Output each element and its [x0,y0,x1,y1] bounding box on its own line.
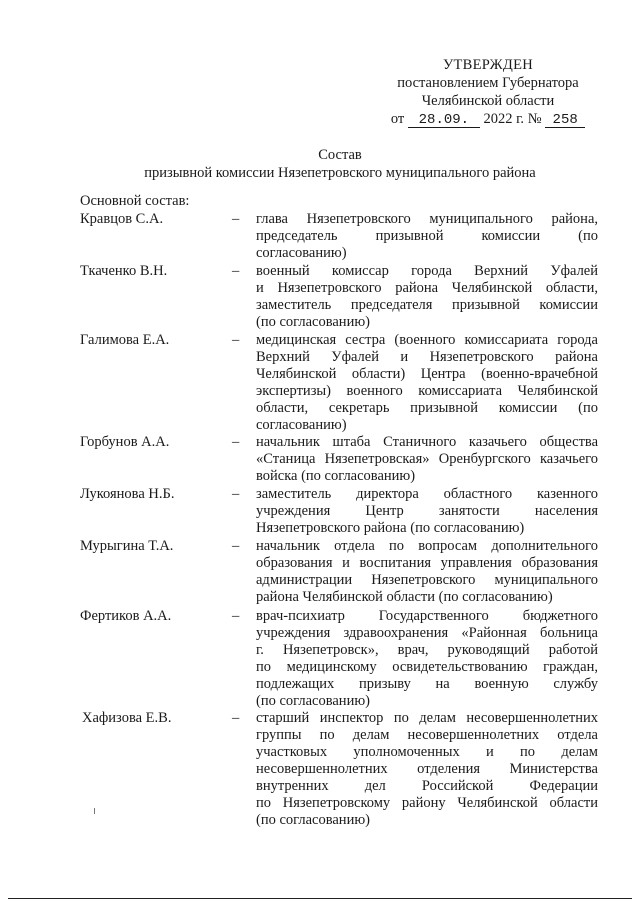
member-description-line: согласованию) [256,417,347,433]
member-description-line: (по согласованию) [256,314,370,330]
member-description-line: и Нязепетровского района Челябинской области, [256,280,598,296]
member-description-line: (по согласованию) [256,693,370,709]
member-description-line: начальник штаба Станичного казачьего общества [256,434,598,450]
member-description [256,486,598,537]
member-description-line: образования и воспитания управления образования [256,555,598,571]
member-description-line: по Нязепетровскому району Челябинской области [256,795,598,811]
member-description [256,608,598,710]
member-description [256,710,598,829]
member-description-line: группы по делам несовершеннолетних отдела [256,727,598,743]
member-name: Хафизова Е.В. [82,710,172,726]
member-description-line: участковых уполномоченных и по делам [256,744,598,760]
bottom-rule [8,898,632,899]
member-description-line: председатель призывной комиссии (по [256,228,598,244]
member-dash: – [232,211,240,227]
member-description-line: военный комиссар города Верхний Уфалей [256,263,598,279]
approval-number: 258 [545,113,585,128]
document-title [60,146,620,182]
member-description [256,263,598,331]
member-dash: – [232,434,240,450]
member-name: Ткаченко В.Н. [80,263,168,279]
member-dash: – [232,608,240,624]
approval-heading: УТВЕРЖДЕН [442,57,534,73]
member-name: Фертиков А.А. [80,608,172,624]
member-description-line: по медицинскому освидетельствованию граждан, [256,659,598,675]
member-description-line: района Челябинской области (по согласованию) [256,589,553,605]
member-description [256,434,598,485]
member-description-line: медицинская сестра (военного комиссариата города [256,332,598,348]
approval-date: 28.09. [408,113,480,128]
member-description-line: подлежащих призыву на военную службу [256,676,598,692]
member-description-line: врач-психиатр Государственного бюджетного [256,608,598,624]
member-name: Лукоянова Н.Б. [80,486,175,502]
member-description [256,538,598,606]
member-description-line: «Станица Нязепетровская» Оренбургского казачьего [256,451,598,467]
member-description-line: несовершеннолетних отделения Министерства [256,761,598,777]
member-description-line: согласованию) [256,245,347,261]
member-name: Мурыгина Т.А. [80,538,174,554]
member-description-line: начальник отдела по вопросам дополнительного [256,538,598,554]
scan-mark [94,808,95,814]
title-line-1: Состав [318,147,362,163]
member-dash: – [232,538,240,554]
member-name: Кравцов С.А. [80,211,164,227]
member-dash: – [232,486,240,502]
member-description-line: учреждения здравоохранения «Районная больница [256,625,598,641]
member-description-line: внутренних дел Российской Федерации [256,778,598,794]
member-description [256,332,598,434]
title-line-2: призывной комиссии Нязепетровского муниципального района [144,165,536,181]
member-description-line: (по согласованию) [256,812,370,828]
member-description-line: старший инспектор по делам несовершеннолетних [256,710,598,726]
member-description-line: администрации Нязепетровского муниципального [256,572,598,588]
approval-line-3: Челябинской области [421,93,555,109]
member-dash: – [232,263,240,279]
approval-block [372,56,604,128]
member-name: Горбунов А.А. [80,434,170,450]
approval-from: от [390,111,405,127]
member-description-line: Нязепетровского района (по согласованию) [256,520,525,536]
member-description-line: заместитель председателя призывной комиссии [256,297,598,313]
approval-year: 2022 г. [483,111,525,127]
member-description-line: Верхний Уфалей и Нязепетровского района [256,349,598,365]
member-description-line: глава Нязепетровского муниципального района, [256,211,598,227]
member-dash: – [232,710,240,726]
member-description-line: области, секретарь призывной комиссии (по [256,400,598,416]
approval-date-line [372,110,604,128]
section-label: Основной состав: [80,193,190,209]
member-name: Галимова Е.А. [80,332,170,348]
approval-number-sign: № [527,111,542,127]
member-description-line: экспертизы) военного комиссариата Челябинской [256,383,598,399]
member-dash: – [232,332,240,348]
member-description [256,211,598,262]
member-description-line: заместитель директора областного казенного [256,486,598,502]
member-description-line: войска (по согласованию) [256,468,416,484]
member-description-line: учреждения Центр занятости населения [256,503,598,519]
approval-line-2: постановлением Губернатора [397,75,579,91]
member-description-line: г. Нязепетровск», врач, руководящий работой [256,642,598,658]
member-description-line: Челябинской области) Центра (военно-врачебной [256,366,598,382]
